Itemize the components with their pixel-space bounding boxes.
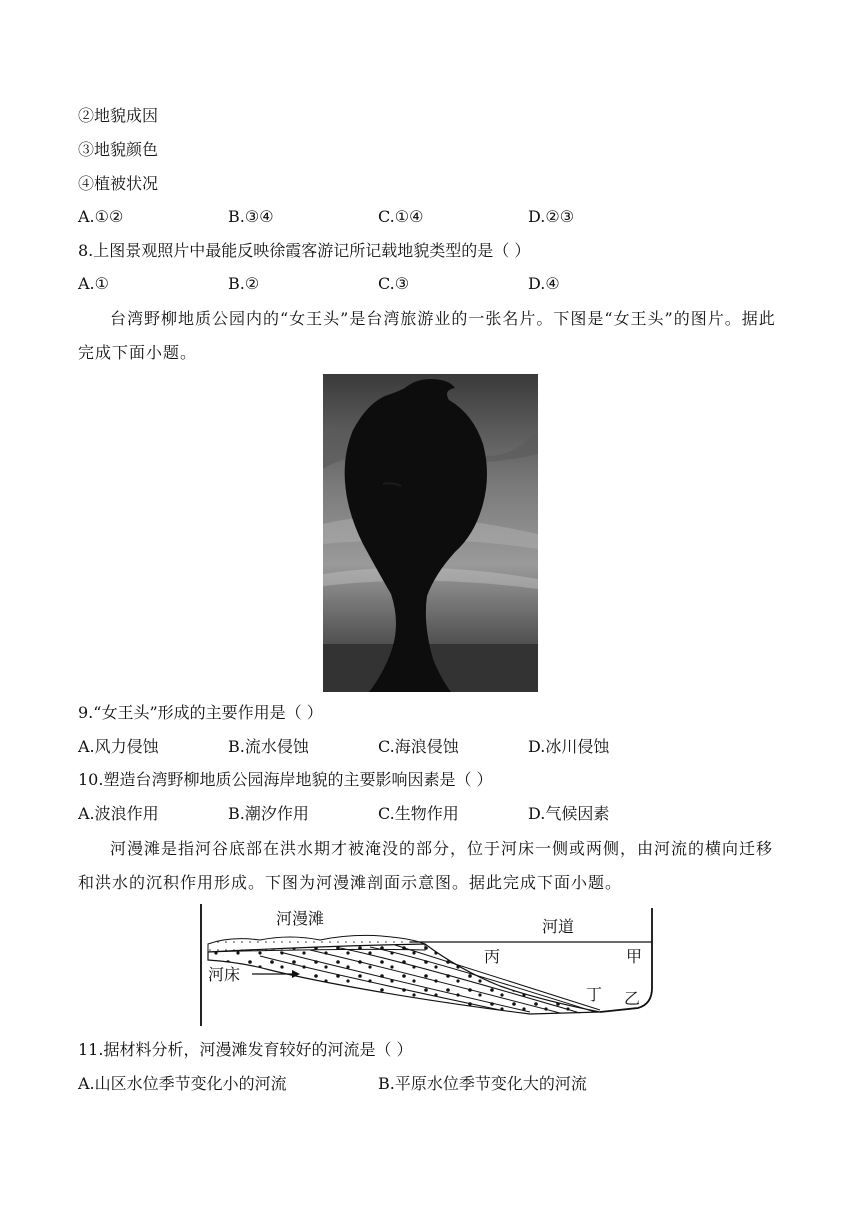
q7-option-3: ③地貌颜色 bbox=[78, 140, 159, 159]
label-yi: 乙 bbox=[624, 989, 641, 1008]
label-bing: 丙 bbox=[484, 947, 501, 966]
q10-stem: 10.塑造台湾野柳地质公园海岸地貌的主要影响因素是（ ） bbox=[78, 770, 493, 789]
q7-option-4: ④植被状况 bbox=[78, 174, 159, 193]
intro-floodplain: 河漫滩是指河谷底部在洪水期才被淹没的部分，位于河床一侧或两侧，由河流的横向迁移和洪水的沉积作用形成。下图为河漫滩剖面示意图。据此完成下面小题。 bbox=[78, 839, 774, 892]
label-floodplain: 河漫滩 bbox=[276, 909, 325, 928]
q9-choice-a: A.风力侵蚀 bbox=[78, 737, 159, 756]
label-riverbed: 河床 bbox=[208, 965, 241, 984]
q9-choice-c: C.海浪侵蚀 bbox=[378, 737, 459, 756]
q11-stem: 11.据材料分析，河漫滩发育较好的河流是（ ） bbox=[78, 1040, 413, 1059]
label-ding: 丁 bbox=[586, 985, 603, 1004]
q7-choice-b: B.③④ bbox=[228, 207, 274, 226]
q7-choice-a: A.①② bbox=[78, 207, 124, 226]
q9-stem: 9.“女王头”形成的主要作用是（ ） bbox=[78, 703, 323, 722]
q8-stem: 8.上图景观照片中最能反映徐霞客游记所记载地貌类型的是（ ） bbox=[78, 241, 531, 260]
label-channel: 河道 bbox=[542, 917, 575, 936]
q7-choice-d: D.②③ bbox=[528, 207, 575, 226]
q9-choice-d: D.冰川侵蚀 bbox=[528, 737, 610, 756]
q11-choice-b: B.平原水位季节变化大的河流 bbox=[378, 1074, 587, 1093]
q10-choice-a: A.波浪作用 bbox=[78, 804, 159, 823]
q9-choice-b: B.流水侵蚀 bbox=[228, 737, 309, 756]
q8-choice-b: B.② bbox=[228, 274, 260, 293]
q10-choice-d: D.气候因素 bbox=[528, 804, 610, 823]
q10-choice-b: B.潮汐作用 bbox=[228, 804, 309, 823]
label-jia: 甲 bbox=[626, 947, 643, 966]
floodplain-cross-section-diagram bbox=[200, 900, 662, 1030]
q8-choice-d: D.④ bbox=[528, 274, 560, 293]
queens-head-photo bbox=[323, 374, 538, 692]
q8-choice-c: C.③ bbox=[378, 274, 410, 293]
q8-choice-a: A.① bbox=[78, 274, 109, 293]
q7-option-2: ②地貌成因 bbox=[78, 106, 159, 125]
intro-queens-head: 台湾野柳地质公园内的“女王头”是台湾旅游业的一张名片。下图是“女王头”的图片。据此完成下面小题。 bbox=[78, 309, 776, 362]
q7-choice-c: C.①④ bbox=[378, 207, 424, 226]
q11-choice-a: A.山区水位季节变化小的河流 bbox=[78, 1074, 287, 1093]
q10-choice-c: C.生物作用 bbox=[378, 804, 459, 823]
